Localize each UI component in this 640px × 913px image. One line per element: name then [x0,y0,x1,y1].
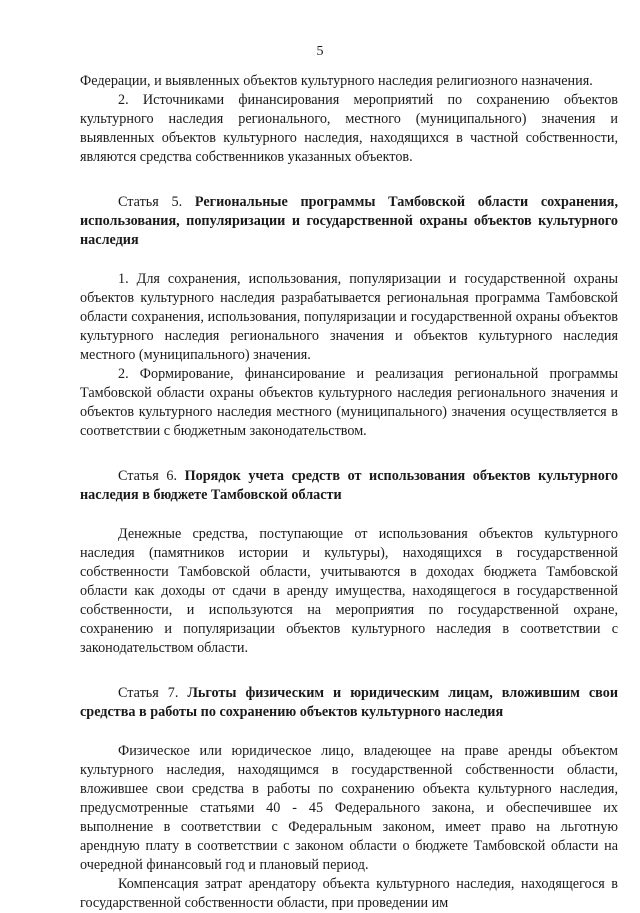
article-label: Статья 5. [118,194,183,210]
page-number: 5 [316,44,324,59]
article-label: Статья 6. [118,468,178,484]
article-title: Порядок учета средств от использования объектов культурного наследия в бюджете Тамбовской области [80,468,619,503]
paragraph: 2. Источниками финансирования мероприятий по сохранению объектов культурного наследия регионального, местного (муниципального) значения и выявленных объектов культурного наследия, находящихся в частной собственности, являются средства собственников указанных объектов. [80,92,618,165]
document-body [80,72,618,913]
paragraph: Физическое или юридическое лицо, владеющее на праве аренды объектом культурного наследия, находящимся в государственной собственности области, вложившее свои средства в работы по сохранению объекта культурного наследия, предусмотренные статьями 40 - 45 Федерального закона, и обеспечившее их выполнение в соответствии с Федеральным законом, имеет право на льготную арендную плату в соответствии с законом области о бюджете Тамбовской области на очередной финансовый год и плановый период. [80,743,618,873]
article-label: Статья 7. [118,685,179,701]
paragraph: Федерации, и выявленных объектов культурного наследия религиозного назначения. [80,73,593,89]
paragraph: 1. Для сохранения, использования, популяризации и государственной охраны объектов культурного наследия разрабатывается региональная программа Тамбовской области сохранения, использования, популяризации и государственной охраны объектов культурного наследия регионального значения и объектов культурного наследия местного (муниципального) значения. [80,271,618,363]
article-title: Льготы физическим и юридическим лицам, вложившим свои средства в работы по сохранению объектов культурного наследия [80,685,618,720]
article-heading [80,193,618,250]
paragraph: Компенсация затрат арендатору объекта культурного наследия, находящегося в государственной собственности области, при проведении им [80,876,618,911]
article-title: Региональные программы Тамбовской области сохранения, использования, популяризации и государственной охраны объектов культурного наследия [80,194,618,248]
paragraph: Денежные средства, поступающие от использования объектов культурного наследия (памятников истории и культуры), находящихся в государственной собственности Тамбовской области, учитываются в доходах бюджета Тамбовской области как доходы от сдачи в аренду имущества, находящегося в государственной собственности, и используются на мероприятия по государственной охране, сохранению и популяризации объектов культурного наследия в соответствии с законодательством области. [80,526,618,656]
article-heading [80,684,618,722]
article-heading [80,467,618,505]
paragraph: 2. Формирование, финансирование и реализация региональной программы Тамбовской области охраны объектов культурного наследия регионального значения и объектов культурного наследия местного (муниципального) значения осуществляется в соответствии с бюджетным законодательством. [80,366,618,439]
